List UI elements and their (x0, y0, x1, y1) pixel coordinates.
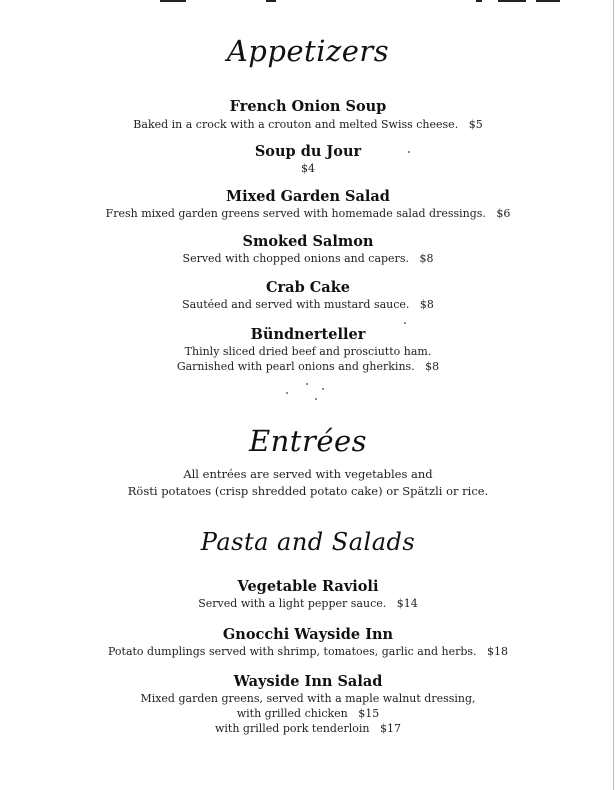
menu-item-description (0, 707, 616, 720)
item-desc-text: Sautéed and served with mustard sauce. (182, 298, 410, 311)
item-desc-text: Potato dumplings served with shrimp, tomatoes, garlic and herbs. (107, 645, 477, 658)
menu-item-name: Bündnerteller (250, 326, 366, 343)
item-desc-text: Served with chopped onions and capers. (182, 252, 409, 265)
menu-item-description (0, 118, 616, 131)
item-price: $8 (419, 298, 434, 311)
menu-item-name: Soup du Jour (254, 143, 362, 160)
menu-item-name: Gnocchi Wayside Inn (222, 626, 394, 643)
entrees-heading: Entrées (248, 424, 368, 458)
item-desc-text: Fresh mixed garden greens served with homemade salad dressings. (105, 207, 486, 220)
item-price: $8 (419, 252, 434, 265)
item-price: $14 (396, 597, 418, 610)
menu-item-name: Crab Cake (266, 279, 350, 296)
scan-mark (536, 0, 560, 2)
menu-item-description (0, 360, 616, 373)
item-desc-text: Baked in a crock with a crouton and melted Swiss cheese. (133, 118, 459, 131)
menu-item-name: Mixed Garden Salad (226, 188, 390, 205)
menu-item-description (0, 162, 616, 175)
scan-mark (160, 0, 186, 2)
entrees-note: Rösti potatoes (crisp shredded potato cake) or Spätzli or rice. (127, 484, 489, 498)
menu-item-description (0, 597, 616, 610)
item-price: $15 (358, 707, 380, 720)
item-price: $8 (425, 360, 440, 373)
item-desc-text: with grilled pork tenderloin (215, 722, 370, 735)
item-price: $17 (380, 722, 401, 735)
scan-speck (306, 383, 308, 385)
scan-mark (266, 0, 276, 2)
item-desc-text: Thinly sliced dried beef and prosciutto ham. (184, 345, 432, 358)
scan-mark (498, 0, 526, 2)
menu-item-description (0, 722, 616, 735)
item-desc-text: Garnished with pearl onions and gherkins. (176, 360, 415, 373)
scan-speck (315, 398, 317, 400)
menu-item-description (0, 645, 616, 658)
scan-speck (404, 322, 406, 324)
scan-speck (322, 388, 324, 390)
scan-mark (476, 0, 482, 2)
scan-speck (408, 151, 410, 153)
scan-speck (286, 392, 288, 394)
menu-item-name: French Onion Soup (229, 98, 387, 115)
item-price: $18 (487, 645, 509, 658)
pasta-salads-heading: Pasta and Salads (200, 528, 416, 556)
item-price: $6 (496, 207, 511, 220)
item-desc-text: Mixed garden greens, served with a maple walnut dressing, (140, 692, 476, 705)
item-desc-text: with grilled chicken (236, 707, 348, 720)
entrees-note: All entrées are served with vegetables and (183, 467, 433, 481)
appetizers-heading: Appetizers (226, 34, 390, 68)
item-price: $5 (468, 118, 483, 131)
menu-item-description (0, 207, 616, 220)
item-desc-text: Served with a light pepper sauce. (198, 597, 387, 610)
item-price: $4 (301, 162, 315, 175)
menu-item-name: Wayside Inn Salad (233, 673, 383, 690)
menu-item-name: Smoked Salmon (242, 233, 374, 250)
menu-item-description (0, 252, 616, 265)
menu-item-name: Vegetable Ravioli (237, 578, 379, 595)
menu-item-description (0, 298, 616, 311)
